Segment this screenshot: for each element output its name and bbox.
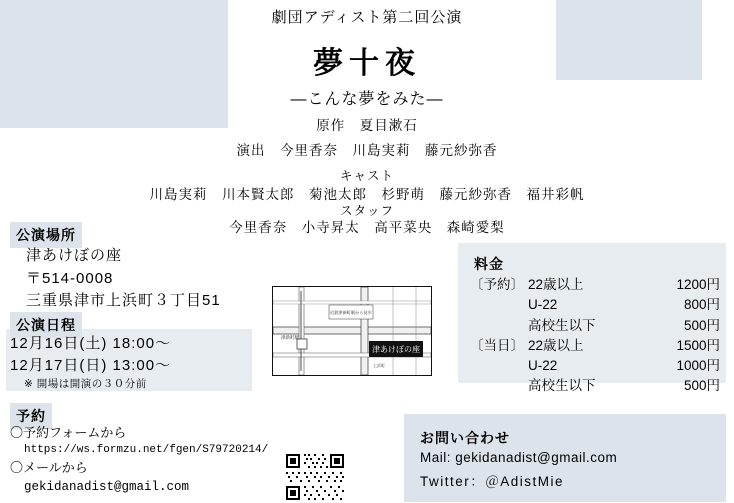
reservation-mail-address[interactable]: gekidanadist@gmail.com xyxy=(24,479,190,494)
schedule-heading-label: 公演日程 xyxy=(10,312,82,338)
price-row-label: 〔予約〕 xyxy=(470,277,524,292)
price-row-value: 1200円 xyxy=(676,277,720,292)
price-row xyxy=(470,275,720,295)
schedule-day-1: 12月16日(土) 18:00〜 xyxy=(10,335,172,352)
contact-twitter[interactable]: Twitter：＠AdistMie xyxy=(420,474,565,489)
reservation-details xyxy=(10,424,268,496)
price-row-item: 高校生以下 xyxy=(528,378,596,394)
contact-mail[interactable]: Mail: gekidanadist@gmail.com xyxy=(420,450,618,465)
svg-text:津あけぼの座: 津あけぼの座 xyxy=(372,345,420,354)
reservation-form-url[interactable]: https://ws.formzu.net/fgen/S79720214/ xyxy=(24,443,269,456)
price-row-item: 高校生以下 xyxy=(528,317,596,333)
venue-address: 三重県津市上浜町３丁目51 xyxy=(26,292,221,309)
qr-code-icon xyxy=(284,452,346,502)
schedule-day-2: 12月17日(日) 13:00〜 xyxy=(10,356,172,374)
venue-name: 津あけぼの座 xyxy=(26,247,123,264)
price-heading: 料金 xyxy=(474,256,504,272)
price-row-value: 800円 xyxy=(683,297,720,313)
price-table xyxy=(470,275,720,397)
price-row-value: 500円 xyxy=(683,317,720,333)
credit-director: 演出 今里香奈 川島実莉 藤元紗弥香 xyxy=(236,143,498,158)
price-row-item: U-22 xyxy=(528,358,558,373)
venue-heading-label: 公演場所 xyxy=(10,222,82,248)
price-row xyxy=(470,316,720,336)
schedule-note: ※ 開場は開演の３０分前 xyxy=(24,377,147,390)
page-title: 夢十夜 xyxy=(313,47,421,80)
credit-original: 原作 夏目漱石 xyxy=(316,118,418,133)
svg-text:津新町駅: 津新町駅 xyxy=(281,336,299,341)
venue-postal: 〒514-0008 xyxy=(26,269,114,287)
price-row-value: 1000円 xyxy=(676,358,720,373)
credit-staff-label: スタッフ xyxy=(339,204,394,218)
venue-details xyxy=(26,245,221,313)
credit-cast-label: キャスト xyxy=(339,169,394,183)
price-row-item: 22歳以上 xyxy=(528,337,584,353)
contact-heading: お問い合わせ xyxy=(420,430,510,446)
svg-text:近鉄津新町駅から徒歩: 近鉄津新町駅から徒歩 xyxy=(330,310,372,315)
reservation-form-label: 〇予約フォームから xyxy=(10,425,127,440)
price-row xyxy=(470,356,720,376)
catchphrase: —こんな夢をみた— xyxy=(290,91,444,108)
price-row-item: U-22 xyxy=(528,297,558,313)
svg-text:上浜町: 上浜町 xyxy=(373,363,385,368)
reservation-mail-label: 〇メールから xyxy=(10,459,88,475)
price-row xyxy=(470,336,720,356)
price-row-value: 1500円 xyxy=(676,337,720,353)
company-line: 劇団アディスト第二回公演 xyxy=(271,9,463,26)
price-row-label: 〔当日〕 xyxy=(470,337,524,353)
credit-staff: 今里香奈 小寺昇太 高平菜央 森崎愛梨 xyxy=(229,220,505,235)
schedule-details xyxy=(10,333,171,392)
credit-cast: 川島実莉 川本賢太郎 菊池太郎 杉野萌 藤元紗弥香 福井彩帆 xyxy=(149,187,585,202)
price-row xyxy=(470,295,720,315)
price-row-item: 22歳以上 xyxy=(528,277,584,292)
price-row-value: 500円 xyxy=(683,378,720,394)
price-row xyxy=(470,376,720,396)
venue-map xyxy=(272,286,432,376)
reservation-heading-label: 予約 xyxy=(10,403,52,429)
